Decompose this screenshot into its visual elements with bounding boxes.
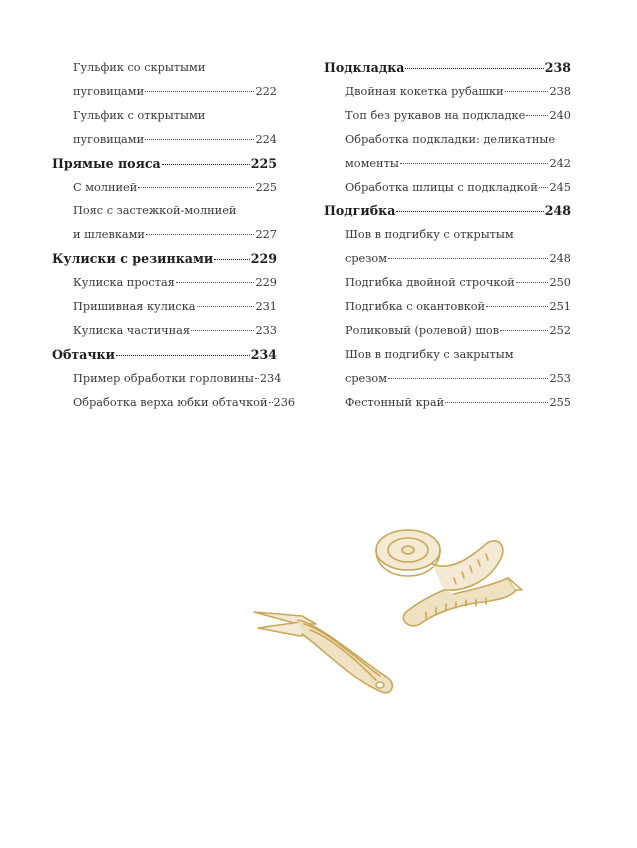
dot-leader (197, 306, 255, 307)
page-number: 255 (549, 395, 571, 409)
entry-title: Подгибка с окантовкой (345, 300, 486, 314)
toc-entry (324, 80, 571, 104)
entry-title: Двойная кокетка рубашки (345, 84, 504, 98)
entry-title: Обработка подкладки: деликатные (345, 132, 556, 146)
page-number: 248 (544, 203, 571, 219)
measuring-tape-icon (376, 530, 522, 626)
dot-leader (191, 330, 254, 331)
entry-title: пуговицами (73, 132, 145, 146)
entry-title: Пришивная кулиска (73, 300, 196, 314)
entry-title: Роликовый (ролевой) шов (345, 323, 500, 337)
toc-section-heading (324, 199, 571, 223)
page-number: 227 (255, 228, 277, 242)
toc-entry (52, 176, 277, 200)
toc-entry (324, 367, 571, 391)
page-number: 238 (549, 84, 571, 98)
toc-entry (52, 80, 277, 104)
section-title: Кулиски с резинками (52, 251, 214, 267)
dot-leader (116, 355, 250, 356)
toc-entry (324, 295, 571, 319)
dot-leader (445, 402, 548, 403)
dot-leader (396, 211, 543, 212)
page-number: 240 (549, 108, 571, 122)
toc-section-heading (52, 247, 277, 271)
dot-leader (505, 91, 549, 92)
page-number: 252 (549, 323, 571, 337)
dot-leader (500, 330, 548, 331)
dot-leader (145, 91, 254, 92)
dot-leader (405, 68, 543, 69)
toc-entry (324, 343, 571, 367)
page-number: 234 (250, 346, 277, 362)
toc-entry (324, 391, 571, 415)
dot-leader (138, 187, 254, 188)
toc-entry (52, 223, 277, 247)
page-number: 248 (549, 252, 571, 266)
toc-entry (324, 152, 571, 176)
entry-title: С молнией (73, 180, 138, 194)
thread-snips-icon (254, 612, 392, 693)
entry-title: Фестонный край (345, 395, 445, 409)
page-number: 251 (549, 300, 571, 314)
page-number: 233 (255, 323, 277, 337)
sewing-illustration (240, 520, 530, 720)
page-number: 253 (549, 371, 571, 385)
dot-leader (388, 258, 548, 259)
toc-entry (324, 223, 571, 247)
page-number: 245 (549, 180, 571, 194)
entry-title: Пояс с застежкой-молнией (73, 204, 237, 218)
page-number: 229 (255, 276, 277, 290)
entry-title: Шов в подгибку с закрытым (345, 347, 514, 361)
entry-title: Гульфик с открытыми (73, 108, 206, 122)
page-number: 225 (250, 155, 277, 171)
section-title: Подкладка (324, 60, 405, 75)
dot-leader (146, 234, 254, 235)
toc-entry (324, 128, 571, 152)
toc-entry (52, 391, 296, 415)
toc-entry (52, 367, 282, 391)
page-number: 234 (259, 371, 282, 385)
dot-leader (269, 402, 273, 403)
entry-title: Пример обработки горловины (73, 371, 254, 385)
dot-leader (255, 378, 259, 379)
toc-entry (324, 319, 571, 343)
dot-leader (388, 378, 548, 379)
entry-title: пуговицами (73, 84, 145, 98)
toc-entry (52, 319, 277, 343)
toc-entry (52, 104, 277, 128)
entry-title: моменты (345, 156, 399, 170)
entry-title: срезом (345, 371, 387, 385)
entry-title: Топ без рукавов на подкладке (345, 108, 526, 122)
entry-title: Обработка верха юбки обтачкой (73, 395, 268, 409)
section-title: Прямые пояса (52, 155, 161, 171)
toc-entry (324, 271, 571, 295)
toc-entry (324, 176, 571, 200)
dot-leader (176, 282, 255, 283)
toc-section-heading (324, 56, 571, 80)
entry-title: Кулиска простая (73, 276, 175, 290)
dot-leader (145, 139, 254, 140)
toc-entry (324, 104, 571, 128)
dot-leader (162, 164, 250, 165)
dot-leader (526, 115, 548, 116)
toc-entry (52, 271, 277, 295)
section-title: Обтачки (52, 346, 115, 362)
dot-leader (539, 187, 549, 188)
page-number: 242 (549, 156, 571, 170)
entry-title: и шлевками (73, 228, 145, 242)
toc-section-heading (52, 152, 277, 176)
entry-title: срезом (345, 252, 387, 266)
toc-left-column (52, 56, 296, 415)
toc-section-heading (52, 343, 277, 367)
page-number: 250 (549, 276, 571, 290)
toc-entry (52, 295, 277, 319)
page-number: 225 (255, 180, 277, 194)
dot-leader (400, 163, 549, 164)
entry-title: Гульфик со скрытыми (73, 61, 206, 74)
page-number: 238 (544, 60, 571, 75)
dot-leader (516, 282, 549, 283)
dot-leader (486, 306, 548, 307)
toc-entry (52, 128, 277, 152)
toc-right-column (324, 56, 571, 415)
dot-leader (214, 259, 249, 260)
toc-entry (52, 56, 277, 80)
section-title: Подгибка (324, 203, 396, 219)
page-number: 231 (255, 300, 277, 314)
entry-title: Шов в подгибку с открытым (345, 228, 514, 242)
entry-title: Обработка шлицы с подкладкой (345, 180, 538, 194)
toc-entry (52, 199, 277, 223)
entry-title: Подгибка двойной строчкой (345, 276, 515, 290)
page-number: 222 (255, 84, 277, 98)
page-number: 224 (255, 132, 277, 146)
page-number: 229 (250, 251, 277, 267)
page-number: 236 (273, 395, 296, 409)
toc-entry (324, 247, 571, 271)
entry-title: Кулиска частичная (73, 323, 190, 337)
